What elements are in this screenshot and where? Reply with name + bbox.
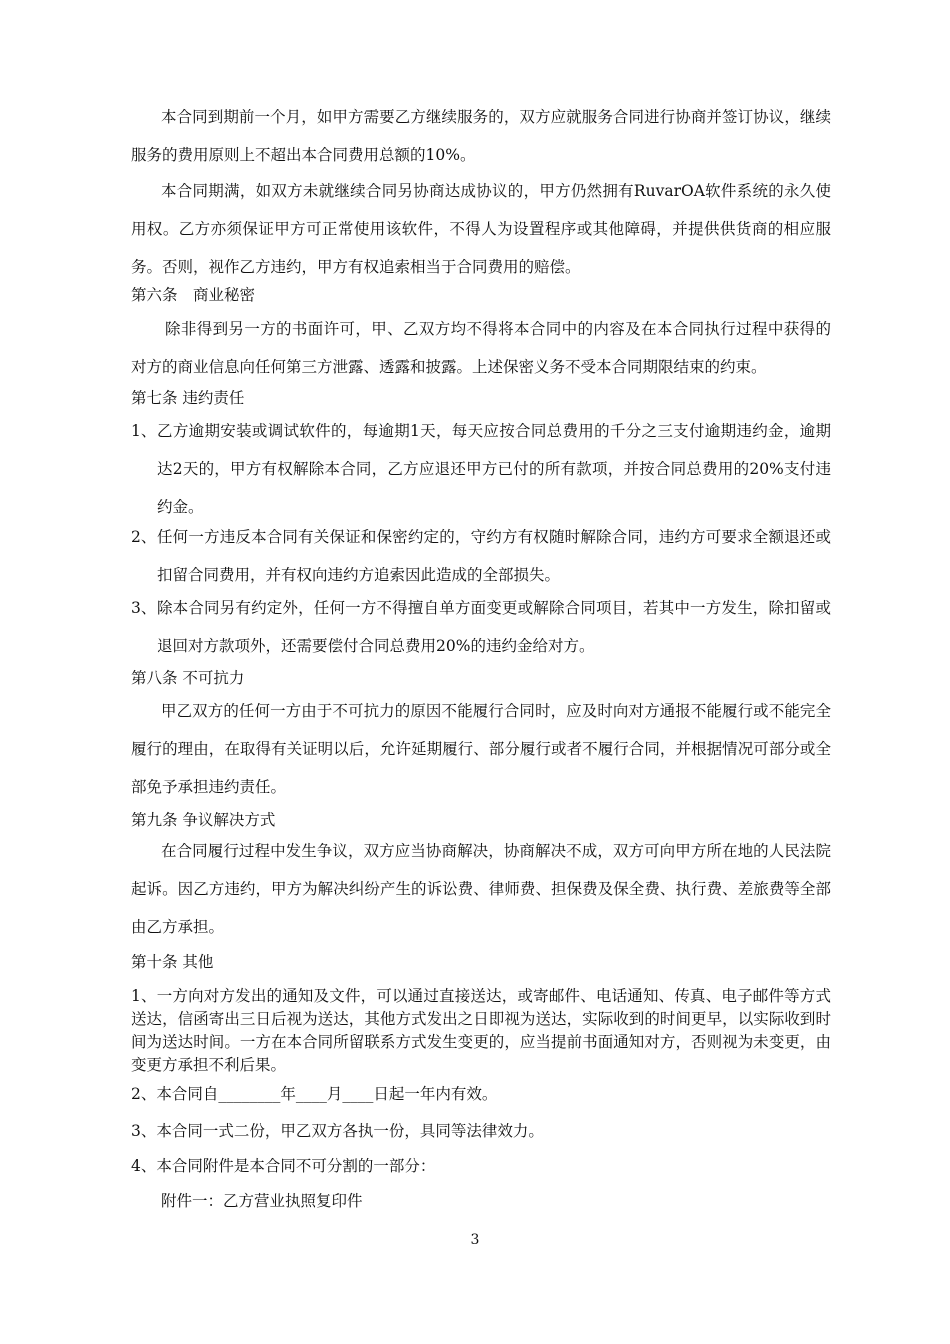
paragraph-renewal: 本合同到期前一个月，如甲方需要乙方继续服务的，双方应就服务合同进行协商并签订协议，继续服务的费用原则上不超出本合同费用总额的10%。 — [131, 108, 831, 164]
paragraph-article-10-validity: 2、本合同自________年____月____日起一年内有效。 — [131, 1085, 498, 1103]
paragraph-article-6: 除非得到另一方的书面许可，甲、乙双方均不得将本合同中的内容及在本合同执行过程中获得的对方的商业信息向任何第三方泄露、透露和披露。上述保密义务不受本合同期限结束的约束。 — [131, 320, 831, 376]
heading-article-6: 第六条 商业秘密 — [131, 286, 256, 304]
paragraph-article-9: 在合同履行过程中发生争议，双方应当协商解决，协商解决不成，双方可向甲方所在地的人民法院起诉。因乙方违约，甲方为解决纠纷产生的诉讼费、律师费、担保费及保全费、执行费、差旅费等全部由乙方承担。 — [131, 842, 831, 936]
list-item-text: 除本合同另有约定外，任何一方不得擅自单方面变更或解除合同项目，若其中一方发生，除扣留或退回对方款项外，还需要偿付合同总费用20%的违约金给对方。 — [157, 599, 831, 655]
paragraph-article-10-notice: 1、一方向对方发出的通知及文件，可以通过直接送达，或寄邮件、电话通知、传真、电子邮件等方式送达，信函寄出三日后视为送达，其他方式发出之日即视为送达，实际收到的时间更早，以实际收到时间为送达时间。一方在本合同所留联系方式发生变更的，应当提前书面通知对方，否则视为未变更，由变更方承担不利后果。 — [131, 987, 831, 1074]
paragraph-article-10-attachments: 4、本合同附件是本合同不可分割的一部分： — [131, 1157, 436, 1175]
paragraph-article-8: 甲乙双方的任何一方由于不可抗力的原因不能履行合同时，应及时向对方通报不能履行或不能完全履行的理由，在取得有关证明以后，允许延期履行、部分履行或者不履行合同，并根据情况可部分或全部免予承担违约责任。 — [131, 702, 831, 796]
paragraph-expiry: 本合同期满，如双方未就继续合同另协商达成协议的，甲方仍然拥有RuvarOA软件系统的永久使用权。乙方亦须保证甲方可正常使用该软件，不得人为设置程序或其他障碍，并提供供货商的相应服务。否则，视作乙方违约，甲方有权追索相当于合同费用的赔偿。 — [131, 182, 831, 276]
heading-article-8: 第八条 不可抗力 — [131, 669, 245, 687]
heading-article-7: 第七条 违约责任 — [131, 389, 245, 407]
list-item — [131, 589, 831, 665]
attachment-item: 附件一：乙方营业执照复印件 — [161, 1192, 363, 1210]
list-item — [131, 518, 831, 594]
list-item-text: 乙方逾期安装或调试软件的，每逾期1天，每天应按合同总费用的千分之三支付逾期违约金，逾期达2天的，甲方有权解除本合同，乙方应退还甲方已付的所有款项，并按合同总费用的20%支付违约金。 — [157, 422, 831, 516]
heading-article-10: 第十条 其他 — [131, 953, 214, 971]
list-item — [131, 412, 831, 526]
list-item-text: 任何一方违反本合同有关保证和保密约定的，守约方有权随时解除合同，违约方可要求全额退还或扣留合同费用，并有权向违约方追索因此造成的全部损失。 — [157, 528, 831, 584]
list-item-number: 2、 — [131, 528, 157, 546]
paragraph-article-10-copies: 3、本合同一式二份，甲乙双方各执一份，具同等法律效力。 — [131, 1122, 544, 1140]
page-number: 3 — [470, 1232, 480, 1248]
list-item-number: 1、 — [131, 422, 157, 440]
list-item-number: 3、 — [131, 599, 157, 617]
heading-article-9: 第九条 争议解决方式 — [131, 811, 276, 829]
